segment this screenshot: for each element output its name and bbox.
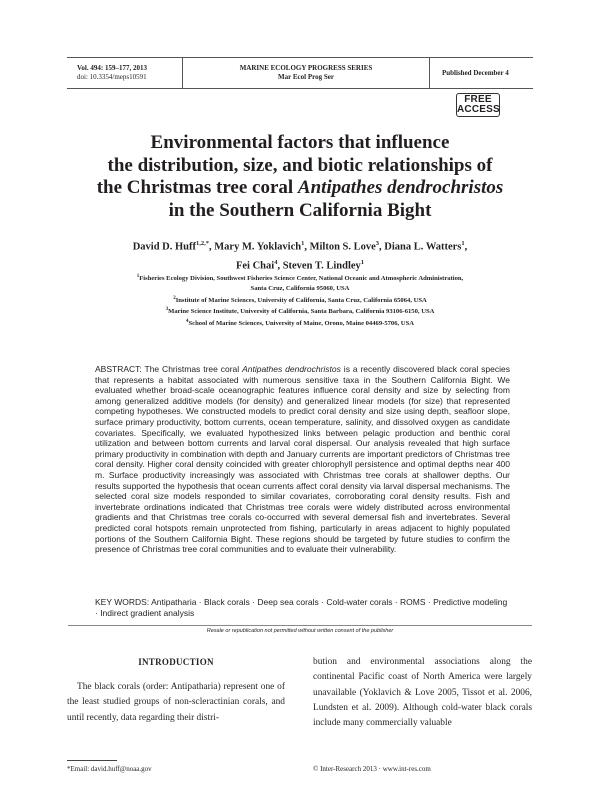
title-line-3 <box>60 177 540 200</box>
free-access-line2: ACCESS <box>457 104 500 115</box>
journal-name <box>182 58 430 88</box>
free-access-badge <box>456 93 500 117</box>
author-name: Mary M. Yoklavich <box>214 241 302 253</box>
affiliation-1: $^1$Fisheries Ecology Division, Southwest Fisheries Science Center, National Oceanic and Atmospheric Administration, <box>136 274 464 283</box>
intro-right-text: bution and environmental associations along the continental Pacific coast of North America were largely unavailable (Yoklavich & Love 2005, Tissot et al. 2006, Lundsten et al. 2009). Although cold-water black corals include many commercially valuable <box>313 657 532 729</box>
author-affil: 4 <box>274 258 278 266</box>
author-list <box>60 236 540 273</box>
title-species-name: Antipathes dendrochristos <box>297 177 504 198</box>
journal-header <box>67 57 533 89</box>
affiliations <box>70 272 530 329</box>
intro-left-text: The black corals (order: Antipatharia) represent one of the least studied groups of non-scleractinian corals, and until recently, data regarding their distri- <box>67 682 285 723</box>
corresponding-marker: * <box>205 240 210 247</box>
journal-title: MARINE ECOLOGY PROGRESS SERIES <box>239 64 373 72</box>
publish-date <box>430 58 533 88</box>
author-name: David D. Huff <box>132 241 197 253</box>
author-name: Fei Chai <box>235 260 275 271</box>
intro-left-column <box>67 680 285 726</box>
abstract-body: is a recently discovered black coral species that represents a habitat associated with numerous sensitive taxa in the Southern California Bight. We evaluated whether broad-scale oceanographic features influence coral density and size by selecting from among generalized additive models (for density) and generalized linear models (for size) that represented competing hypotheses. We constructed models to predict coral density and size using depth, seafloor slope, surface primary productivity, bottom currents, ocean temperature, salinity, and dissolved oxygen as candidate covariates. Specifically, we evaluated hypothesized links between pelagic production and benthic coral utilization and between bottom currents and larval coral dispersal. Our analysis revealed that high surface primary productivity in combination with depth and January currents are important predictors of Christmas tree coral density. Higher coral density coincided with greater chlorophyll persistence and optimal depths near 400 m. Surface productivity increasingly was associated with Christmas tree corals at shallower depths. Our results supported the hypothesis that ocean currents affect coral density via larval dispersal mechanisms. The selected coral size models responded to similar covariates, corroborating coral density results. Fish and invertebrate ordinations indicated that Christmas tree corals were widely distributed across environmental gradients and that Christmas tree corals co-occurred with several demersal fish and invertebrates. Several predicted coral hotspots remain unprotected from fishing, particularly in areas adjacent to highly populated portions of the Southern California Bight. These regions should be targeted by future studies to confirm the presence of Christmas tree coral communities and to evaluate their vulnerability. <box>95 364 511 555</box>
title-line-3-pre: the Christmas tree coral <box>96 177 298 198</box>
volume-info <box>67 58 182 88</box>
footnote-divider <box>67 760 117 761</box>
keywords-label: KEY WORDS: <box>95 597 150 607</box>
author-affil: 1 <box>461 240 465 247</box>
authors-line-1: David D. Huff$^{1,2,*}$, Mary M. Yoklavich$^1$, Milton S. Love$^3$, Diana L. Watters$^1$, <box>132 240 468 253</box>
intro-right-column <box>313 655 532 731</box>
author-affil: 3 <box>375 240 380 247</box>
title-line-2: the distribution, size, and biotic relationships of <box>107 154 493 176</box>
introduction-heading: INTRODUCTION <box>138 657 214 667</box>
publish-date-text: Published December 4 <box>442 68 509 77</box>
corresponding-email[interactable]: *Email: david.huff@noaa.gov <box>67 765 152 773</box>
keywords <box>95 597 510 618</box>
copyright-notice: © Inter-Research 2013 · www.int-res.com <box>313 765 431 773</box>
title-line-4: in the Southern California Bight <box>168 199 432 221</box>
keywords-text: Antipatharia · Black corals · Deep sea corals · Cold-water corals · ROMS · Predictive modeling · Indirect gradient analysis <box>95 597 508 618</box>
author-name: Steven T. Lindley <box>282 260 361 271</box>
affiliation-3: $^3$Marine Science Institute, University of California, Santa Barbara, California 93106-6150, USA <box>165 307 435 316</box>
author-name: Diana L. Watters <box>384 241 462 253</box>
abstract: ABSTRACT: The Christmas tree coral Antipathes dendrochristos is a recently discovered black coral species that represents a habitat associated with numerous sensitive taxa in the Southern California Bight. We evaluated whether broad-scale oceanographic features influence coral density and size by selecting from among generalized additive models (for density) and generalized linear models (for size) that represented competing hypotheses. We constructed models to predict coral density and size using depth, seafloor slope, surface primary productivity, bottom currents, ocean temperature, salinity, and dissolved oxygen as candidate covariates. Specifically, we evaluated hypothesized links between pelagic production and benthic coral utilization and between bottom currents and larval coral dispersal. Our analysis revealed that high surface primary productivity in combination with depth and January currents are important predictors of Christmas tree coral density. Higher coral density coincided with greater chlorophyll persistence and optimal depths near 400 m. Surface productivity increasingly was associated with Christmas tree corals at shallower depths. Our results supported the hypothesis that ocean currents affect coral density via larval dispersal mechanisms. The selected coral size models responded to similar covariates, corroborating coral density results. Fish and invertebrate ordinations indicated that Christmas tree corals were widely distributed across environmental gradients and that Christmas tree corals co-occurred with several demersal fish and invertebrates. Several predicted coral hotspots remain unprotected from fishing, particularly in areas adjacent to highly populated portions of the Southern California Bight. These regions should be targeted by future studies to confirm the presence of Christmas tree coral communities and to evaluate their vulnerability. <box>95 364 511 555</box>
author-affil: 1,2,* <box>196 240 210 247</box>
journal-abbrev: Mar Ecol Prog Ser <box>278 73 334 81</box>
paper-title <box>60 132 540 222</box>
volume-text: Vol. 494: 159–177, 2013 <box>77 64 147 72</box>
title-line-1: Environmental factors that influence <box>150 132 450 153</box>
affiliation-1-cont: Santa Cruz, California 95060, USA <box>250 284 350 292</box>
author-name: Milton S. Love <box>309 241 376 253</box>
affiliation-2: $^2$Institute of Marine Sciences, University of California, Santa Cruz, California 65064, USA <box>173 295 427 304</box>
authors-line-2: Fei Chai$^4$, Steven T. Lindley$^1$ <box>235 258 365 271</box>
free-access-line1: FREE <box>464 94 492 105</box>
author-affil: 1 <box>301 240 305 247</box>
doi-text[interactable]: doi: 10.3354/meps10591 <box>77 73 147 81</box>
resale-notice: Resale or republication not permitted without written consent of the publisher <box>68 625 532 634</box>
author-affil: 1 <box>360 258 365 266</box>
affiliation-4: $^4$School of Marine Sciences, University of Maine, Orono, Maine 04469-5706, USA <box>185 319 414 328</box>
abstract-species-name: Antipathes dendrochristos <box>242 364 341 374</box>
abstract-label: ABSTRACT: <box>95 364 142 374</box>
